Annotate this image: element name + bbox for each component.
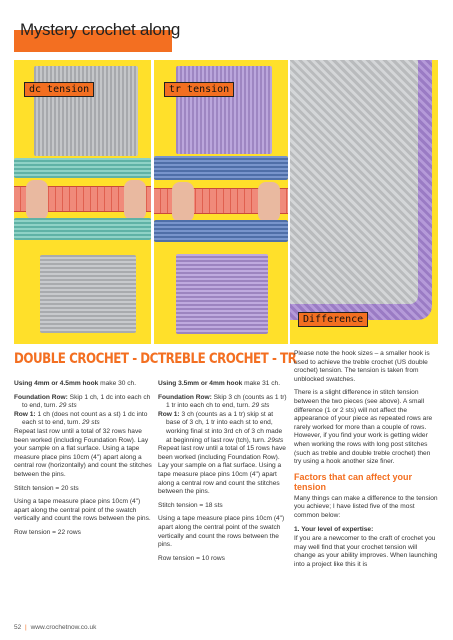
factors-subheading: Factors that can affect your tension <box>294 471 413 492</box>
hand <box>172 182 194 222</box>
tr-hook-text: Using 3.5mm or 4mm hook make 31 ch. <box>158 380 281 387</box>
tr-row-tension: Row tension = 10 rows <box>158 554 225 562</box>
difference-note: There is a slight difference in stitch tension between the two pieces (see above). A small difference (1 or 2 sts) will not affect the appearance of your piece as repeated rows are rarely worked for more than a couple of rows. However, if you find your work is getting wider when working the rows with long post stitches (such as treble and double treble crochet) then try using a hook another size finer. <box>294 389 433 466</box>
tr-stitch-tension: Stitch tension = 18 sts <box>158 501 223 509</box>
hand <box>124 180 146 220</box>
dc-hook-text: Using 4mm or 4.5mm hook make 30 ch. <box>14 380 137 387</box>
section-header <box>14 10 180 52</box>
teal-swatch-lower <box>14 218 151 240</box>
tr-foundation-row: Foundation Row: Skip 3 ch (counts as 1 tr) 1 tr into each ch to end, turn. 29 sts <box>158 393 287 410</box>
difference-photo <box>290 60 438 344</box>
hand <box>258 182 280 222</box>
tr-column <box>158 350 297 568</box>
hook-size-note: Please note the hook sizes – a smaller hook is used to achieve the treble crochet (US double crochet) tension. The tension is taken from unblocked swatches. <box>294 350 430 383</box>
tr-heading: TREBLE CROCHET - TR <box>158 351 297 367</box>
factors-intro: Many things can make a difference to the tension you achieve; I have listed five of the most common below: <box>294 494 438 519</box>
page-title: Mystery crochet along <box>20 20 180 39</box>
tr-tension-photo <box>154 60 288 344</box>
footer-url: www.crochetnow.co.uk <box>30 624 97 631</box>
page-footer <box>14 624 96 631</box>
hand <box>26 180 48 220</box>
page-number: 52 <box>14 624 22 631</box>
dc-tension-label: dc tension <box>24 82 94 97</box>
teal-swatch <box>14 158 151 178</box>
tr-row-1: Row 1: 3 ch (counts as a 1 tr) skip st at base of 3 ch, 1 tr into each st to end, working final st into 3rd ch of 3 ch made at beginning of last row (tch), turn. 29sts <box>158 410 284 444</box>
notes-column <box>294 350 438 574</box>
tr-swatch-bottom <box>176 254 268 334</box>
grey-swatch-overlay <box>290 60 418 304</box>
dc-column <box>14 350 158 543</box>
tr-tension-label: tr tension <box>164 82 234 97</box>
footer-separator: | <box>25 624 27 631</box>
dc-row-instructions: Using a tape measure place pins 10cm (4") apart along the central point of the swatch vertically and count the rows between the pins. <box>14 498 151 523</box>
dc-heading: DOUBLE CROCHET - DC <box>14 351 158 367</box>
dc-row-tension: Row tension = 22 rows <box>14 528 81 536</box>
dc-foundation-row: Foundation Row: Skip 1 ch, 1 dc into each ch to end, turn. 29 sts <box>14 393 151 410</box>
difference-label: Difference <box>298 312 368 327</box>
tr-swatch-top <box>176 66 272 154</box>
dc-row-1: Row 1: 1 ch (does not count as a st) 1 dc into each st to end, turn. 29 sts <box>14 410 148 427</box>
blue-swatch <box>154 156 288 180</box>
expertise-text: If you are a newcomer to the craft of crochet you may well find that your crochet tension will change as your ability improves. When launching into a project like this it is <box>294 535 438 568</box>
tr-row-instructions: Using a tape measure place pins 10cm (4") apart along the central point of the swatch vertically and count the rows between the pins. <box>158 515 285 549</box>
tr-repeat-text: Repeat last row until a total of 15 rows have been worked (including Foundation Row). Lay your sample on a flat surface. Using a tape measure place pins 10cm (4") apart along a central row and count the stitches between the pins. <box>158 445 286 496</box>
expertise-point: 1. Your level of expertise: <box>294 525 374 533</box>
dc-swatch-bottom <box>40 255 136 333</box>
dc-swatch-top <box>34 66 138 156</box>
dc-tension-photo <box>14 60 151 344</box>
dc-repeat-text: Repeat last row until a total of 32 rows have been worked (including Foundation Row). Lay your sample on a flat surface. Using a tape measure place pins 10cm (4") apart along a central row (horizontally) and count the stitches between the pins. <box>14 427 152 478</box>
dc-stitch-tension: Stitch tension = 20 sts <box>14 484 79 492</box>
blue-swatch-lower <box>154 220 288 242</box>
